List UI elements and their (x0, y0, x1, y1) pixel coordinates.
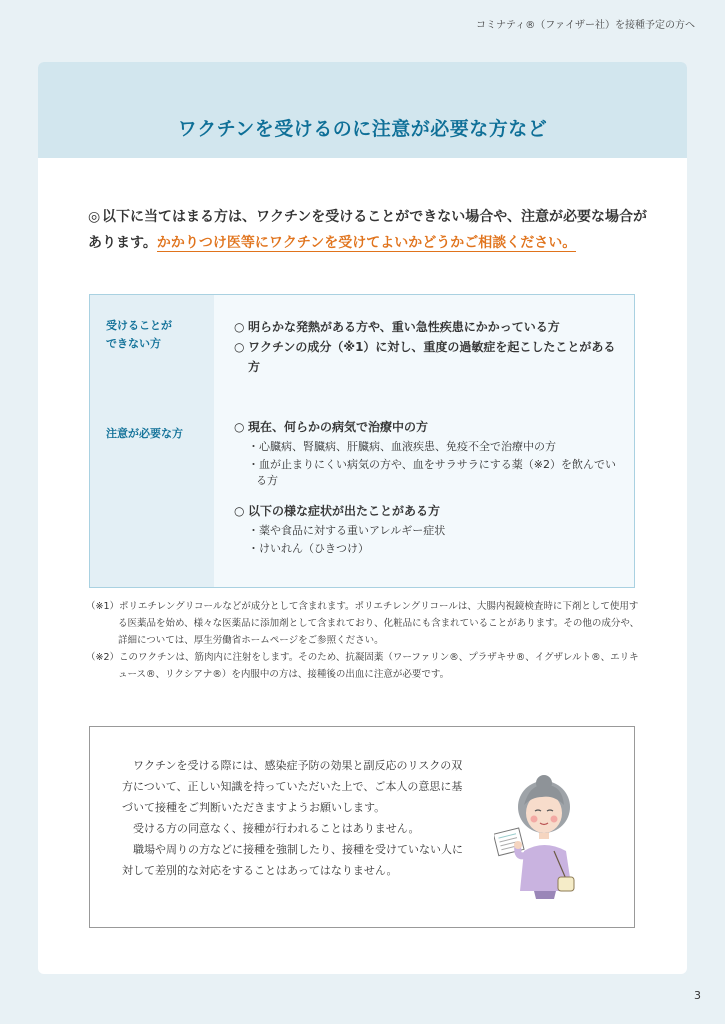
item-text: 明らかな発熱がある方や、重い急性疾患にかかっている方 (248, 320, 560, 334)
intro-paragraph (88, 204, 648, 256)
circle-bullet-icon: ○ (234, 340, 245, 354)
circle-bullet-icon: ○ (234, 320, 245, 334)
row-label-caution (90, 399, 214, 587)
message-text (122, 755, 472, 881)
list-item (234, 417, 622, 437)
message-paragraph: 職場や周りの方などに接種を強制したり、接種を受けていない人に対して差別的な対応をすることはあってはなりません。 (122, 843, 463, 877)
circle-bullet-icon: ○ (234, 420, 245, 434)
item-text: ワクチンの成分（※1）に対し、重度の過敏症を起こしたことがある方 (248, 340, 616, 374)
list-item (234, 317, 622, 337)
intro-text: 以下に当てはまる方は、ワクチンを受けることができない場合や、注意が必要な場合があります。 (88, 209, 648, 251)
footnote: （※2）このワクチンは、筋肉内に注射をします。そのため、抗凝固薬（ワーファリン®、プラザキサ®、イグザレルト®、エリキュース®、リクシアナ®）を内服中の方は、接種後の出血に注意が必要です。 (86, 652, 639, 680)
table-row (90, 399, 634, 587)
sub-item: ・心臓病、腎臓病、肝臓病、血液疾患、免疫不全で治療中の方 (248, 440, 556, 453)
item-text: 以下の様な症状が出たことがある方 (248, 504, 441, 518)
row-content (214, 399, 634, 587)
row-label-line: 受けることが (106, 319, 172, 332)
item-text: 現在、何らかの病気で治療中の方 (248, 420, 429, 434)
row-label-cannot (90, 295, 214, 399)
sub-item: ・薬や食品に対する重いアレルギー症状 (248, 524, 446, 537)
title-banner (38, 62, 687, 158)
list-item (234, 501, 622, 521)
content-card (38, 62, 687, 974)
page-number: 3 (694, 989, 701, 1002)
sub-item: ・血が止まりにくい病気の方や、血をサラサラにする薬（※2）を飲んでいる方 (248, 458, 616, 487)
message-paragraph: 受ける方の同意なく、接種が行われることはありません。 (133, 822, 420, 835)
list-item (234, 337, 622, 377)
header-note: コミナティ®（ファイザー社）を接種予定の方へ (476, 20, 695, 31)
footnotes (86, 598, 646, 683)
message-box (89, 726, 635, 928)
row-label-line: できない方 (106, 337, 161, 350)
conditions-table (89, 294, 635, 588)
message-paragraph: ワクチンを受ける際には、感染症予防の効果と副反応のリスクの双方について、正しい知識を持っていただいた上で、ご本人の意思に基づいて接種をご判断いただきますようお願いします。 (122, 759, 463, 814)
double-circle-mark: ◎ (88, 209, 101, 225)
circle-bullet-icon: ○ (234, 504, 245, 518)
intro-highlight: かかりつけ医等にワクチンを受けてよいかどうかご相談ください。 (156, 235, 577, 251)
table-row (90, 295, 634, 400)
row-content (214, 295, 634, 399)
elderly-woman-reading-illustration (494, 759, 594, 899)
page-title: ワクチンを受けるのに注意が必要な方など (177, 117, 548, 140)
footnote: （※1）ポリエチレングリコールなどが成分として含まれます。ポリエチレングリコールは、大腸内視鏡検査時に下剤として使用する医薬品を始め、様々な医薬品に添加剤として含まれており、化粧品にも含まれていることがあります。その他の成分や、詳細については、厚生労働省ホームページをご参照ください。 (86, 601, 640, 646)
row-label-line: 注意が必要な方 (106, 427, 183, 440)
sub-item: ・けいれん（ひきつけ） (248, 542, 369, 555)
